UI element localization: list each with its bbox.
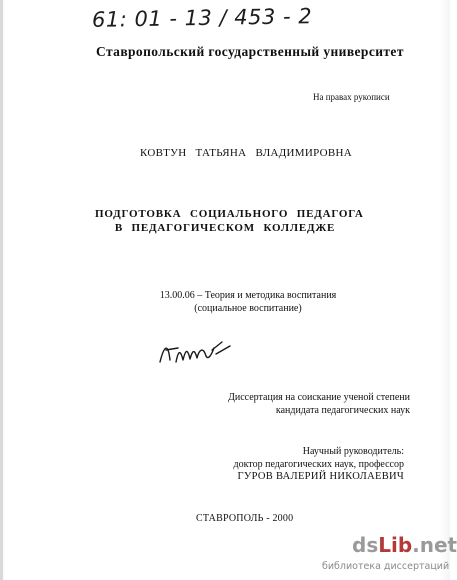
- degree-line-1: Диссертация на соискание ученой степени: [228, 392, 410, 403]
- watermark-caption: библиотека диссертаций: [322, 561, 450, 572]
- thesis-title-line-2: В ПЕДАГОГИЧЕСКОМ КОЛЛЕДЖЕ: [114, 222, 336, 234]
- advisor-role: Научный руководитель:: [302, 446, 404, 457]
- dslib-logo: [352, 533, 457, 557]
- specialty-line-2: (социальное воспитание): [194, 303, 302, 314]
- advisor-credentials: доктор педагогических наук, профессор: [233, 458, 404, 470]
- advisor-name: ГУРОВ ВАЛЕРИЙ НИКОЛАЕВИЧ: [237, 471, 404, 482]
- handwritten-signature: [156, 332, 234, 372]
- author-name: КОВТУН ТАТЬЯНА ВЛАДИМИРОВНА: [140, 147, 352, 159]
- logo-prefix: ds: [352, 533, 379, 557]
- scientific-advisor: [188, 446, 404, 484]
- page-edge-shadow: [0, 0, 3, 580]
- degree-statement: [210, 391, 410, 417]
- degree-line-2: кандидата педагогических наук: [275, 405, 410, 416]
- thesis-title-line-1: ПОДГОТОВКА СОЦИАЛЬНОГО ПЕДАГОГА: [95, 208, 364, 220]
- university-name: Ставропольский государственный университет: [96, 44, 404, 59]
- specialty-code: [138, 289, 358, 315]
- dslib-watermark: [322, 533, 457, 577]
- logo-suffix: .net: [412, 533, 457, 557]
- thesis-title: [95, 207, 364, 235]
- manuscript-rights-note: На правах рукописи: [313, 92, 390, 102]
- specialty-line-1: 13.00.06 – Теория и методика воспитания: [159, 290, 337, 301]
- city-year: СТАВРОПОЛЬ - 2000: [196, 513, 294, 524]
- logo-accent: Lib: [378, 533, 413, 557]
- handwritten-catalog-code: 61: 01 - 13 / 453 - 2: [91, 4, 313, 32]
